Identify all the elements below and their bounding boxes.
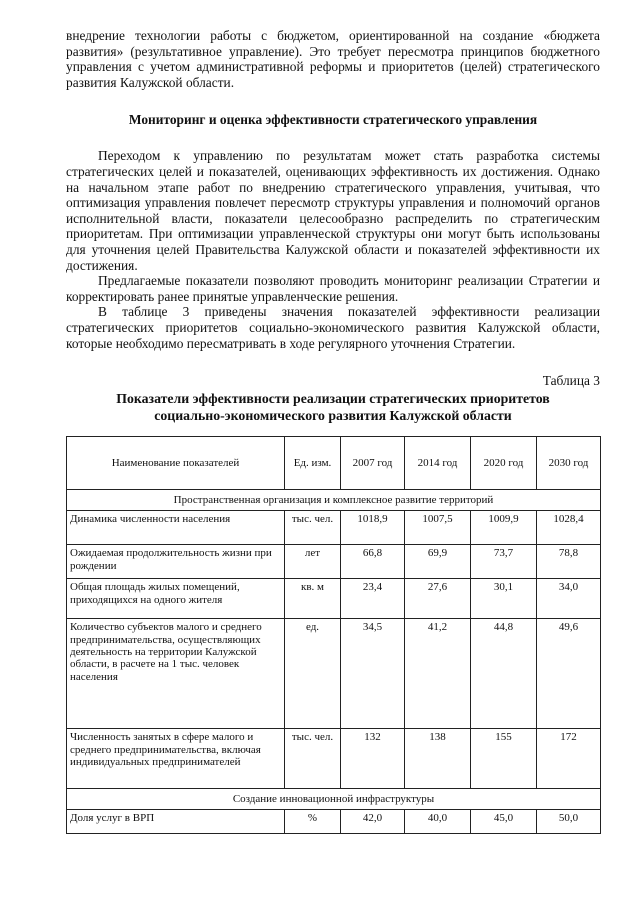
value-cell: 69,9 (405, 545, 471, 579)
value-cell: 73,7 (471, 545, 537, 579)
value-cell: 27,6 (405, 579, 471, 619)
value-cell: 42,0 (341, 810, 405, 834)
document-page (66, 28, 600, 834)
table-section-row (67, 490, 601, 511)
header-cell: 2007 год (341, 437, 405, 490)
table-title (66, 390, 600, 424)
indicator-name-cell: Количество субъектов малого и среднего предпринимательства, осуществляющих деятельность на территории Калужской области, в расчете на 1 тыс. человек населения (67, 619, 285, 729)
indicators-table (66, 436, 601, 834)
value-cell: 50,0 (537, 810, 601, 834)
body-paragraph: В таблице 3 приведены значения показателей эффективности реализации стратегических приоритетов социально-экономического развития Калужской области, которые необходимо пересматривать в ходе регулярного уточнения Стратегии. (66, 304, 600, 351)
table-number-label: Таблица 3 (542, 373, 600, 389)
value-cell: 30,1 (471, 579, 537, 619)
table-row (67, 810, 601, 834)
value-cell: 172 (537, 729, 601, 789)
intro-paragraph: внедрение технологии работы с бюджетом, ориентированной на создание «бюджета развития» (результативное управление). Это требует пересмотра принципов бюджетного управления с учетом административной реформы и приоритетов (целей) стратегического развития Калужской области. (66, 28, 600, 90)
section-label: Создание инновационной инфраструктуры (67, 789, 601, 810)
header-cell: 2020 год (471, 437, 537, 490)
value-cell: 1028,4 (537, 511, 601, 545)
value-cell: 45,0 (471, 810, 537, 834)
unit-cell: тыс. чел. (285, 511, 341, 545)
table-section-row (67, 789, 601, 810)
body-paragraph: Переходом к управлению по результатам может стать разработка системы стратегических целей и показателей, оценивающих эффективность их достижения. Однако на начальном этапе работ по внедрению стратегического управления, учитывая, что оптимизация управления повлечет пересмотр структуры управления и полномочий органов исполнительной власти, показатели целесообразно распределить по стратегическим приоритетам. При оптимизации управленческой структуры они могут быть использованы для уточнения целей Правительства Калужской области и показателей эффективности их достижения. (66, 148, 600, 273)
value-cell: 78,8 (537, 545, 601, 579)
value-cell: 132 (341, 729, 405, 789)
unit-cell: кв. м (285, 579, 341, 619)
indicator-name-cell: Динамика численности населения (67, 511, 285, 545)
value-cell: 1009,9 (471, 511, 537, 545)
unit-cell: ед. (285, 619, 341, 729)
table-header-row (67, 437, 601, 490)
indicator-name-cell: Ожидаемая продолжительность жизни при рождении (67, 545, 285, 579)
value-cell: 1007,5 (405, 511, 471, 545)
table-row (67, 729, 601, 789)
table-title-line: социально-экономического развития Калужской области (154, 408, 512, 424)
unit-cell: лет (285, 545, 341, 579)
unit-cell: % (285, 810, 341, 834)
unit-cell: тыс. чел. (285, 729, 341, 789)
value-cell: 1018,9 (341, 511, 405, 545)
value-cell: 23,4 (341, 579, 405, 619)
section-label: Пространственная организация и комплексное развитие территорий (67, 490, 601, 511)
value-cell: 155 (471, 729, 537, 789)
value-cell: 49,6 (537, 619, 601, 729)
table-title-line: Показатели эффективности реализации стратегических приоритетов (116, 391, 550, 407)
header-cell: 2030 год (537, 437, 601, 490)
header-cell: Ед. изм. (285, 437, 341, 490)
value-cell: 44,8 (471, 619, 537, 729)
table-row (67, 579, 601, 619)
indicator-name-cell: Доля услуг в ВРП (67, 810, 285, 834)
indicator-name-cell: Численность занятых в сфере малого и среднего предпринимательства, включая индивидуальных предпринимателей (67, 729, 285, 789)
value-cell: 41,2 (405, 619, 471, 729)
body-paragraph: Предлагаемые показатели позволяют проводить мониторинг реализации Стратегии и корректировать ранее принятые управленческие решения. (66, 273, 600, 304)
header-cell: Наименование показателей (67, 437, 285, 490)
table-row (67, 619, 601, 729)
value-cell: 66,8 (341, 545, 405, 579)
value-cell: 34,5 (341, 619, 405, 729)
section-heading: Мониторинг и оценка эффективности стратегического управления (128, 112, 538, 128)
table-row (67, 545, 601, 579)
header-cell: 2014 год (405, 437, 471, 490)
indicator-name-cell: Общая площадь жилых помещений, приходящихся на одного жителя (67, 579, 285, 619)
table-row (67, 511, 601, 545)
value-cell: 34,0 (537, 579, 601, 619)
value-cell: 138 (405, 729, 471, 789)
value-cell: 40,0 (405, 810, 471, 834)
